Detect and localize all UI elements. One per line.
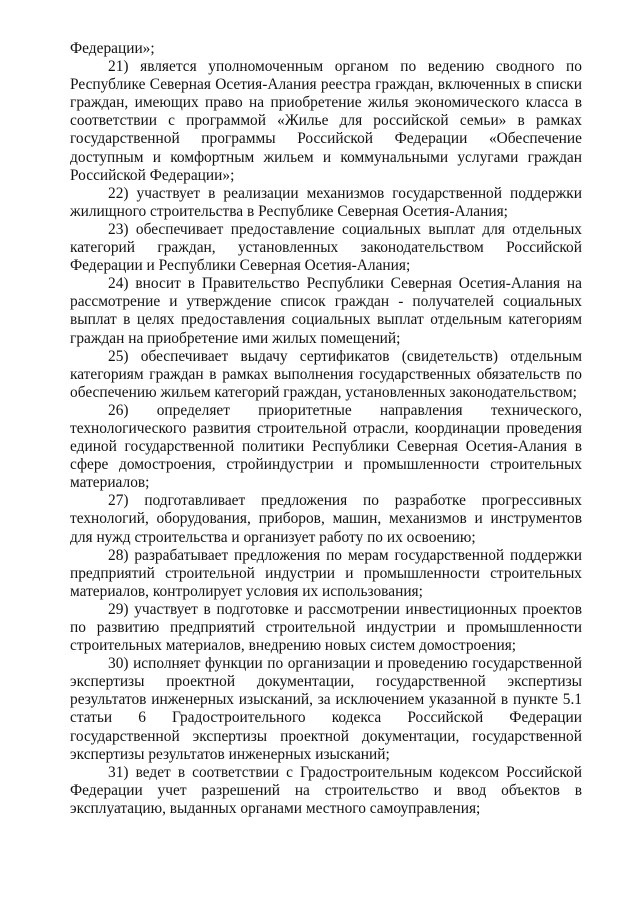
list-item-29: 29) участвует в подготовке и рассмотрении инвестиционных проектов по развитию предприятий строительной индустрии и промышленности строительных материалов, внедрению новых систем домостроения;: [70, 600, 582, 655]
document-page: [70, 40, 582, 818]
list-item-27: 27) подготавливает предложения по разработке прогрессивных технологий, оборудования, приборов, машин, механизмов и инструментов для нужд строительства и организует работу по их освоению;: [70, 492, 582, 546]
list-item-23: 23) обеспечивает предоставление социальных выплат для отдельных категорий граждан, установленных законодательством Российской Федерации и Республики Северная Осетия-Алания;: [70, 220, 582, 275]
list-item-30: 30) исполняет функции по организации и проведению государственной экспертизы проектной документации, государственной экспертизы результатов инженерных изысканий, за исключением указанной в пункте 5.1 статьи 6 Градостроительного кодекса Российской Федерации государственной экспертизы проектной документации, государственной экспертизы результатов инженерных изысканий;: [70, 655, 582, 763]
list-item-25: 25) обеспечивает выдачу сертификатов (свидетельств) отдельным категориям граждан в рамках выполнения государственных обязательств по обеспечению жильем категорий граждан, установленных законодательством;: [70, 347, 582, 401]
list-item-21: 21) является уполномоченным органом по ведению сводного по Республике Северная Осетия-Алания реестра граждан, включенных в списки граждан, имеющих право на приобретение жилья экономического класса в соответствии с программой «Жилье для российской семьи» в рамках государственной программы Российской Федерации «Обеспечение доступным и комфортным жильем и коммунальными услугами граждан Российской Федерации»;: [70, 58, 582, 184]
continuation-paragraph: Федерации»;: [70, 40, 155, 57]
list-item-28: 28) разрабатывает предложения по мерам государственной поддержки предприятий строительной индустрии и промышленности строительных материалов, контролирует условия их использования;: [70, 546, 582, 600]
list-item-22: 22) участвует в реализации механизмов государственной поддержки жилищного строительства в Республике Северная Осетия-Алания;: [70, 184, 582, 220]
list-item-31: 31) ведет в соответствии с Градостроительным кодексом Российской Федерации учет разрешений на строительство и ввод объектов в эксплуатацию, выданных органами местного самоуправления;: [70, 763, 582, 817]
list-item-26: 26) определяет приоритетные направления технического, технологического развития строительной отрасли, координации проведения единой государственной политики Республики Северная Осетия-Алания в сфере домостроения, стройиндустрии и промышленности строительных материалов;: [70, 401, 582, 492]
list-item-24: 24) вносит в Правительство Республики Северная Осетия-Алания на рассмотрение и утверждение список граждан - получателей социальных выплат в целях предоставления социальных выплат отдельным категориям граждан на приобретение ими жилых помещений;: [70, 275, 582, 347]
